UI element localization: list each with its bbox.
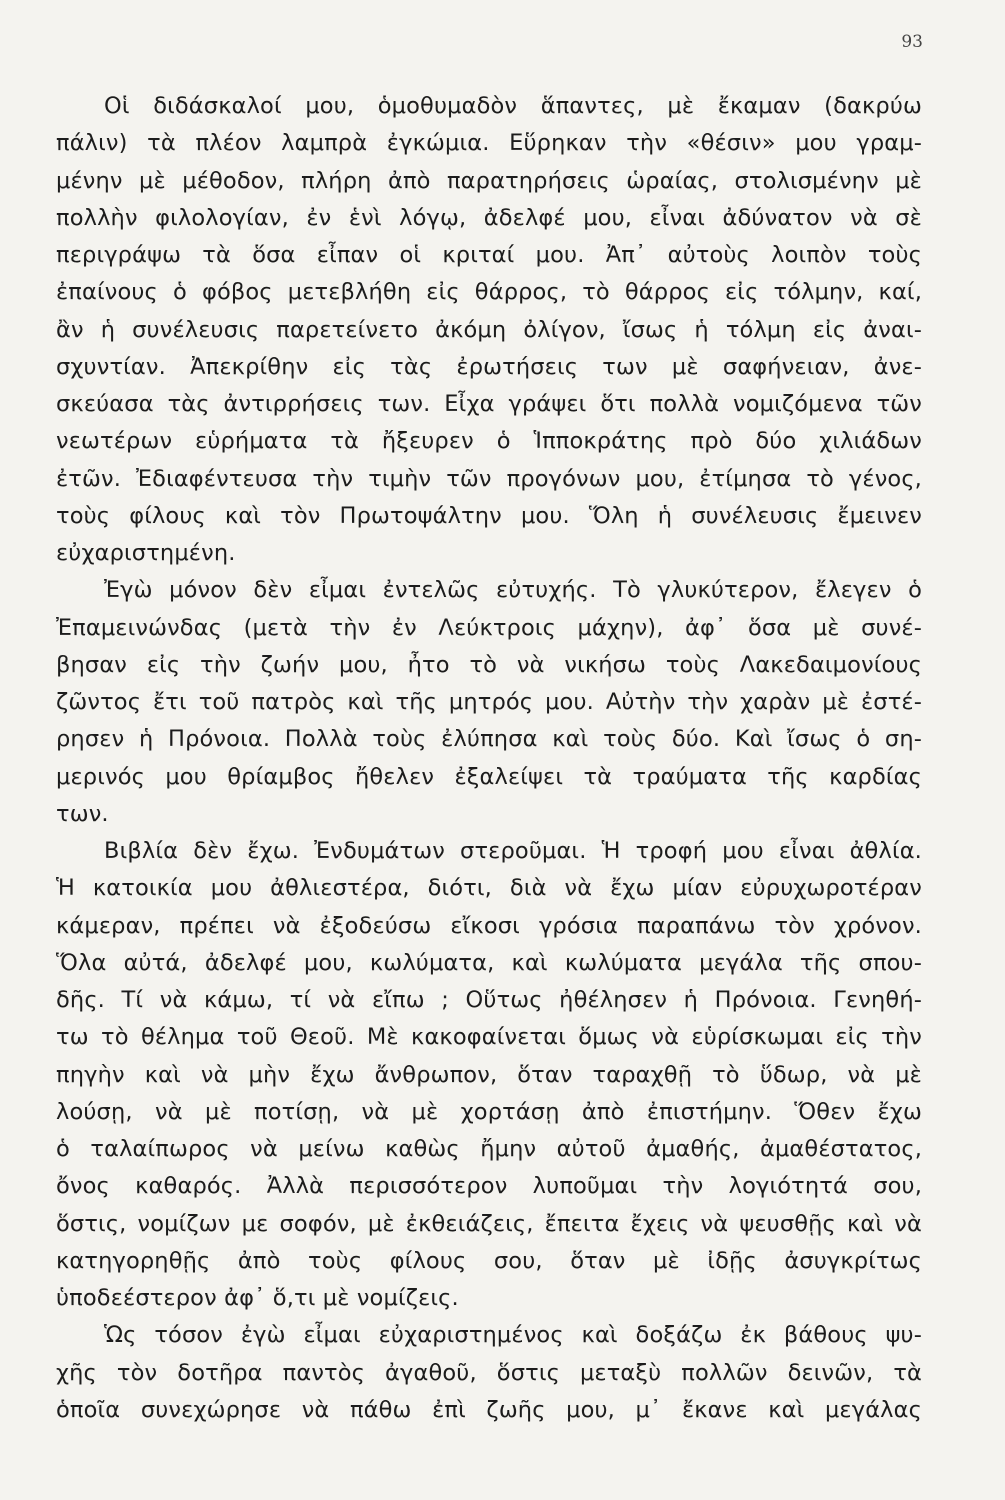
text-line: βησαν εἰς τὴν ζωήν μου, ἦτο τὸ νὰ νικήσω τοὺς Λακεδαιμονίους [56,651,922,678]
text-line: Ὅλα αὐτά, ἀδελφέ μου, κωλύματα, καὶ κωλύματα μεγάλα τῆς σπου- [56,949,922,976]
text-line: δῆς. Τί νὰ κάμω, τί νὰ εἴπω ; Οὕτως ἠθέλησεν ἡ Πρόνοια. Γενηθή- [56,987,922,1013]
text-line: ὄνος καθαρός. Ἀλλὰ περισσότερον λυποῦμαι τὴν λογιότητά σου, [56,1173,922,1200]
text-line: νεωτέρων εὑρήματα τὰ ἤξευρεν ὁ Ἱπποκράτης πρὸ δύο χιλιάδων [56,428,922,455]
text-line: τω τὸ θέλημα τοῦ Θεοῦ. Μὲ κακοφαίνεται ὅμως νὰ εὑρίσκωμαι εἰς τὴν [56,1024,922,1051]
text-line: ὑποδεέστερον ἀφ᾽ ὅ,τι μὲ νομίζεις. [56,1285,459,1311]
text-line: σχυντίαν. Ἀπεκρίθην εἰς τὰς ἐρωτήσεις των μὲ σαφήνειαν, ἀνε- [56,353,922,380]
text-line: πάλιν) τὰ πλέον λαμπρὰ ἐγκώμια. Εὕρηκαν τὴν «θέσιν» μου γραμ- [56,130,922,157]
text-line: λούσῃ, νὰ μὲ ποτίσῃ, νὰ μὲ χορτάσῃ ἀπὸ ἐπιστήμην. Ὅθεν ἔχω [56,1098,922,1125]
text-line: εὐχαριστημένη. [56,540,236,566]
text-line: κατηγορηθῇς ἀπὸ τοὺς φίλους σου, ὅταν μὲ ἰδῇς ἀσυγκρίτως [56,1247,922,1274]
text-line: χῆς τὸν δοτῆρα παντὸς ἀγαθοῦ, ὅστις μεταξὺ πολλῶν δεινῶν, τὰ [56,1359,922,1386]
text-line: Ὡς τόσον ἐγὼ εἶμαι εὐχαριστημένος καὶ δοξάζω ἐκ βάθους ψυ- [104,1322,922,1349]
text-line: ὅστις, νομίζων με σοφόν, μὲ ἐκθειάζεις, ἔπειτα ἔχεις νὰ ψευσθῇς καὶ νὰ [56,1210,922,1237]
text-line: Ἐπαμεινώνδας (μετὰ τὴν ἐν Λεύκτροις μάχην), ἀφ᾽ ὅσα μὲ συνέ- [56,614,922,641]
text-line: πηγὴν καὶ νὰ μὴν ἔχω ἄνθρωπον, ὅταν ταραχθῇ τὸ ὕδωρ, νὰ μὲ [56,1061,922,1088]
text-line: ρησεν ἡ Πρόνοια. Πολλὰ τοὺς ἐλύπησα καὶ τοὺς δύο. Καὶ ἴσως ὁ ση- [56,726,922,753]
text-line: μένην μὲ μέθοδον, πλήρη ἀπὸ παρατηρήσεις ὡραίας, στολισμένην μὲ [56,167,922,194]
text-line: Ἡ κατοικία μου ἀθλιεστέρα, διότι, διὰ νὰ ἔχω μίαν εὐρυχωροτέραν [56,875,922,902]
text-line: περιγράψω τὰ ὅσα εἶπαν οἱ κριταί μου. Ἀπ᾽ αὐτοὺς λοιπὸν τοὺς [56,242,922,268]
text-line: Οἱ διδάσκαλοί μου, ὁμοθυμαδὸν ἅπαντες, μὲ ἔκαμαν (δακρύω [104,93,922,119]
text-line: μερινός μου θρίαμβος ἤθελεν ἐξαλείψει τὰ τραύματα τῆς καρδίας [56,763,922,790]
text-line: ἐπαίνους ὁ φόβος μετεβλήθη εἰς θάρρος, τὸ θάρρος εἰς τόλμην, καί, [56,279,922,306]
page-number: 93 [901,32,923,52]
text-line: ὁποῖα συνεχώρησε νὰ πάθω ἐπὶ ζωῆς μου, μ᾽ ἔκανε καὶ μεγάλας [56,1396,922,1423]
text-line: σκεύασα τὰς ἀντιρρήσεις των. Εἶχα γράψει ὅτι πολλὰ νομιζόμενα τῶν [56,391,922,417]
text-line: κάμεραν, πρέπει νὰ ἐξοδεύσω εἴκοσι γρόσια παραπάνω τὸν χρόνον. [56,912,922,939]
text-line: ἂν ἡ συνέλευσις παρετείνετο ἀκόμη ὀλίγον, ἴσως ἡ τόλμη εἰς ἀναι- [56,316,922,343]
text-line: Ἐγὼ μόνον δὲν εἶμαι ἐντελῶς εὐτυχής. Τὸ γλυκύτερον, ἔλεγεν ὁ [104,577,922,604]
text-line: πολλὴν φιλολογίαν, ἐν ἑνὶ λόγῳ, ἀδελφέ μου, εἶναι ἀδύνατον νὰ σὲ [56,204,922,231]
text-line: ζῶντος ἔτι τοῦ πατρὸς καὶ τῆς μητρός μου. Αὐτὴν τὴν χαρὰν μὲ ἐστέ- [56,689,922,715]
body-text [56,88,922,1429]
text-line: τοὺς φίλους καὶ τὸν Πρωτοψάλτην μου. Ὅλη ἡ συνέλευσις ἔμεινεν [56,502,922,529]
text-line: των. [56,800,109,827]
text-line: ἐτῶν. Ἐδιαφέντευσα τὴν τιμὴν τῶν προγόνων μου, ἐτίμησα τὸ γένος, [56,465,922,492]
text-line: Βιβλία δὲν ἔχω. Ἐνδυμάτων στεροῦμαι. Ἡ τροφή μου εἶναι ἀθλία. [104,838,922,864]
text-line: ὁ ταλαίπωρος νὰ μείνω καθὼς ἤμην αὐτοῦ ἀμαθής, ἀμαθέστατος, [56,1136,922,1162]
